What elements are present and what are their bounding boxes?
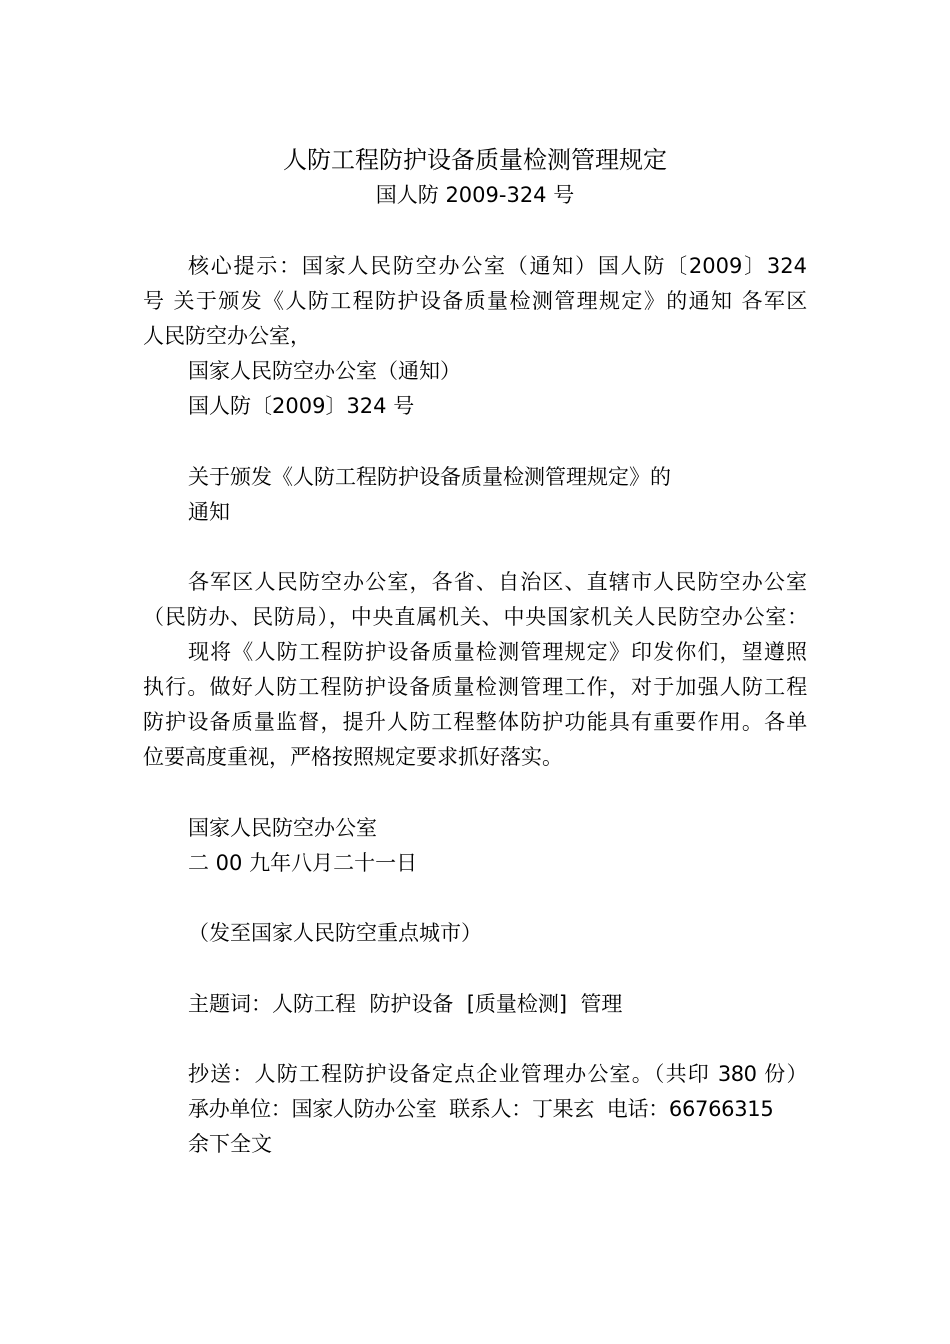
cc-line: 抄送：人防工程防护设备定点企业管理办公室。（共印 380 份） [188, 1062, 807, 1086]
summary-line: 人民防空办公室， [143, 324, 311, 348]
signature-org: 国家人民防空办公室 [188, 816, 377, 840]
keywords-line: 主题词：人防工程 防护设备 [质量检测] 管理 [188, 992, 623, 1016]
summary-line: 号 关于颁发《人防工程防护设备质量检测管理规定》的通知 各军区 [143, 289, 807, 313]
body-paragraph-line: （民防办、民防局），中央直属机关、中央国家机关人民防空办公室： [143, 605, 807, 629]
page-title: 人防工程防护设备质量检测管理规定 [283, 146, 667, 174]
issuer-notice: 国家人民防空办公室（通知） [188, 359, 461, 383]
signature-date: 二 00 九年八月二十一日 [188, 851, 418, 875]
distribution-note: （发至国家人民防空重点城市） [188, 921, 482, 945]
document-number: 国人防 2009-324 号 [375, 183, 575, 207]
notice-title-line: 通知 [188, 500, 230, 524]
body-paragraph-line: 各军区人民防空办公室，各省、自治区、直辖市人民防空办公室 [188, 570, 807, 594]
summary-line: 核心提示：国家人民防空办公室（通知）国人防〔2009〕324 [188, 254, 807, 278]
notice-number: 国人防〔2009〕324 号 [188, 394, 415, 418]
body-paragraph-line: 位要高度重视，严格按照规定要求抓好落实。 [143, 745, 563, 769]
contact-line: 承办单位：国家人防办公室 联系人：丁果玄 电话：66766315 [188, 1097, 774, 1121]
body-paragraph-line: 现将《人防工程防护设备质量检测管理规定》印发你们，望遵照 [188, 640, 807, 664]
body-paragraph-line: 防护设备质量监督，提升人防工程整体防护功能具有重要作用。各单 [143, 710, 807, 734]
body-paragraph-line: 执行。做好人防工程防护设备质量检测管理工作，对于加强人防工程 [143, 675, 807, 699]
read-more-link[interactable]: 余下全文 [188, 1132, 272, 1156]
notice-title-line: 关于颁发《人防工程防护设备质量检测管理规定》的 [188, 465, 671, 489]
